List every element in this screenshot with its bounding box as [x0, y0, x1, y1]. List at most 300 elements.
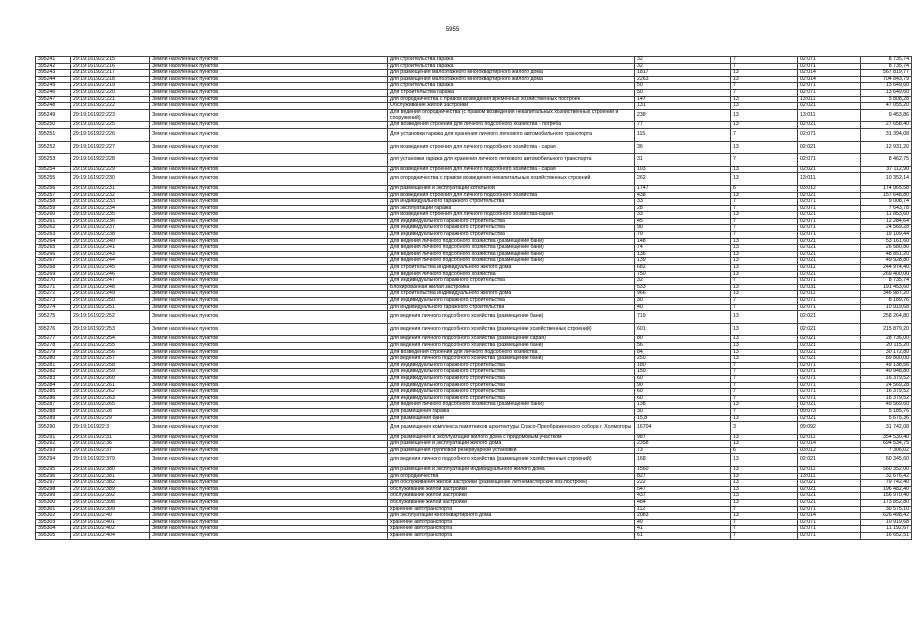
permitted-use: Для размещения комплекса памятников архитектуры Спасо-Преображенского собора г. Холмогоры: [388, 422, 635, 435]
land-category: Земли населённых пунктов: [150, 493, 388, 500]
group-code: 13: [731, 76, 798, 83]
table-row: [36, 447, 912, 454]
group-code: 7: [731, 232, 798, 239]
group-code: 13: [731, 356, 798, 363]
cadastral-value: 626 498,42: [861, 513, 912, 520]
land-category: Земли населённых пунктов: [150, 473, 388, 480]
cadastral-value: 24 569,28: [861, 382, 912, 389]
row-id: 395269: [36, 271, 71, 278]
area-value: 138: [635, 402, 731, 409]
cadastral-value: 31 742,08: [861, 422, 912, 435]
land-category: Земли населённых пунктов: [150, 298, 388, 305]
cadastral-value: 60 345,60: [861, 454, 912, 467]
permitted-use: для размещения и эксплуатации жилого дома: [388, 441, 635, 448]
cadastral-value: 7 643,78: [861, 205, 912, 212]
cadastral-number: 29:19:161922:381: [71, 473, 150, 480]
permitted-use: для обслуживания жилой застройки (размещение летнемастерских хоз.построек): [388, 480, 635, 487]
permitted-use: Для индивидуального гаражного строительства: [388, 278, 635, 285]
group-code: 7: [731, 369, 798, 376]
cadastral-number: 29:19:161922:238: [71, 232, 150, 239]
group-code: 7: [731, 205, 798, 212]
permitted-use: для ведения личного подсобного хозяйства (размещение бани): [388, 311, 635, 324]
use-code: 02:071: [798, 57, 861, 64]
use-code: 02:031: [798, 284, 861, 291]
area-value: 40: [635, 304, 731, 311]
use-code: 02:021: [798, 454, 861, 467]
area-value: 131: [635, 103, 731, 110]
land-category: Земли населённых пунктов: [150, 506, 388, 513]
permitted-use: Для строительства гаража: [388, 89, 635, 96]
land-category: Земли населённых пунктов: [150, 533, 388, 540]
row-id: 395274: [36, 304, 71, 311]
land-category: Земли населённых пунктов: [150, 212, 388, 219]
land-category: Земли населённых пунктов: [150, 441, 388, 448]
group-code: 13: [731, 513, 798, 520]
land-category: Земли населённых пунктов: [150, 265, 388, 272]
row-id: 395302: [36, 513, 71, 520]
land-category: Земли населённых пунктов: [150, 278, 388, 285]
cadastral-number: 29:19:161922:218: [71, 76, 150, 83]
area-value: 438: [635, 192, 731, 199]
cadastral-number: 29:19:161922:225: [71, 122, 150, 129]
area-value: 966: [635, 291, 731, 298]
area-value: 2263: [635, 76, 731, 83]
group-code: 13: [731, 342, 798, 349]
table-row: [36, 128, 912, 141]
cadastral-number: 29:19:161922:379: [71, 454, 150, 467]
permitted-use: для размещения групповой резервуарной установки: [388, 447, 635, 454]
use-code: 02:021: [798, 415, 861, 422]
row-id: 395263: [36, 232, 71, 239]
row-id: 395284: [36, 382, 71, 389]
cadastral-number: 29:19:161922:256: [71, 349, 150, 356]
table-row: [36, 122, 912, 129]
row-id: 395294: [36, 454, 71, 467]
table-row: [36, 415, 912, 422]
cadastral-number: 29:19:161922:254: [71, 336, 150, 343]
group-code: 13: [731, 486, 798, 493]
row-id: 395254: [36, 166, 71, 173]
permitted-use: хранение автотранспорта: [388, 519, 635, 526]
cadastral-value: 8 735,74: [861, 278, 912, 285]
group-code: 13: [731, 141, 798, 154]
cadastral-number: 29:19:161922:258: [71, 362, 150, 369]
land-category: Земли населённых пунктов: [150, 238, 388, 245]
cadastral-number: 29:19:161922:235: [71, 212, 150, 219]
row-id: 395257: [36, 192, 71, 199]
cadastral-number: 29:19:161922:401: [71, 519, 150, 526]
cadastral-number: 29:19:161922:216: [71, 63, 150, 70]
cadastral-value: 174 965,58: [861, 185, 912, 192]
row-id: 395305: [36, 533, 71, 540]
use-code: 02:071: [798, 395, 861, 402]
area-value: 150: [635, 369, 731, 376]
permitted-use: для размещения и эксплуатации котельной: [388, 185, 635, 192]
group-code: 7: [731, 278, 798, 285]
area-value: 484: [635, 500, 731, 507]
group-code: 7: [731, 526, 798, 533]
area-value: 70: [635, 232, 731, 239]
cadastral-number: 29:19:161922:217: [71, 70, 150, 77]
row-id: 395249: [36, 109, 71, 122]
page-number: 5955: [445, 27, 460, 33]
area-value: 84: [635, 349, 731, 356]
permitted-use: для установки гаража для хранения личного легкового автомобильного транспорта: [388, 154, 635, 167]
land-category: Земли населённых пунктов: [150, 185, 388, 192]
cadastral-value: 173 852,80: [861, 500, 912, 507]
use-code: 02:021: [798, 166, 861, 173]
land-category: Земли населённых пунктов: [150, 415, 388, 422]
permitted-use: для возведения строения для личного подсобного хозяйства - сарая: [388, 166, 635, 173]
cadastral-number: 29:19:161922:252: [71, 311, 150, 324]
permitted-use: для ведения личного подсобного хозяйства (размещение хозяйственных строений): [388, 323, 635, 336]
land-category: Земли населённых пунктов: [150, 362, 388, 369]
row-id: 395298: [36, 486, 71, 493]
cadastral-number: 29:19:161922:221: [71, 96, 150, 103]
permitted-use: для размещения малоэтажного многоквартирного жилого дома: [388, 70, 635, 77]
use-code: 02:071: [798, 218, 861, 225]
cadastral-number: 29:19:161922:244: [71, 258, 150, 265]
table-row: [36, 185, 912, 192]
group-code: 13: [731, 245, 798, 252]
area-value: 74: [635, 245, 731, 252]
group-code: 13: [731, 192, 798, 199]
group-code: 3: [731, 422, 798, 435]
row-id: 395259: [36, 205, 71, 212]
cadastral-value: 704 843,79: [861, 76, 912, 83]
cadastral-number: 29:19:161922:399: [71, 506, 150, 513]
cadastral-value: 16 379,52: [861, 395, 912, 402]
permitted-use: Для индивидуального гаражного строительства: [388, 375, 635, 382]
area-value: 682: [635, 265, 731, 272]
area-value: 136: [635, 251, 731, 258]
permitted-use: для строительства гаража: [388, 83, 635, 90]
use-code: 02:071: [798, 232, 861, 239]
use-code: 02:021: [798, 356, 861, 363]
area-value: 36: [635, 141, 731, 154]
group-code: 13: [731, 271, 798, 278]
land-category: Земли населённых пунктов: [150, 103, 388, 110]
table-row: [36, 422, 912, 435]
cadastral-value: 269 400,00: [861, 271, 912, 278]
table-row: [36, 408, 912, 415]
use-code: 13:011: [798, 473, 861, 480]
cadastral-number: 29:19:161922:223: [71, 109, 150, 122]
cadastral-value: 53 161,60: [861, 238, 912, 245]
area-value: 45: [635, 218, 731, 225]
group-code: 7: [731, 63, 798, 70]
land-category: Земли населённых пунктов: [150, 369, 388, 376]
land-category: Земли населённых пунктов: [150, 89, 388, 96]
cadastral-number: 29:19:161922:249: [71, 291, 150, 298]
cadastral-number: 29:19:161922:382: [71, 480, 150, 487]
land-category: Земли населённых пунктов: [150, 304, 388, 311]
area-value: 41: [635, 526, 731, 533]
permitted-use: для строительства гаража: [388, 63, 635, 70]
land-category: Земли населённых пунктов: [150, 349, 388, 356]
permitted-use: Для ведения личного подсобного хозяйства (размещение бани): [388, 245, 635, 252]
row-id: 395260: [36, 212, 71, 219]
cadastral-number: 29:19:161922:229: [71, 166, 150, 173]
row-id: 395242: [36, 63, 71, 70]
land-category: Земли населённых пунктов: [150, 526, 388, 533]
area-value: 750: [635, 271, 731, 278]
cadastral-value: 8 189,76: [861, 298, 912, 305]
area-value: 80: [635, 336, 731, 343]
group-code: 7: [731, 199, 798, 206]
cadastral-value: 16 379,52: [861, 375, 912, 382]
table-row: [36, 454, 912, 467]
group-code: 13: [731, 265, 798, 272]
row-id: 395299: [36, 493, 71, 500]
cadastral-value: 8 735,74: [861, 63, 912, 70]
use-code: 02:071: [798, 199, 861, 206]
use-code: 02:071: [798, 382, 861, 389]
row-id: 395248: [36, 103, 71, 110]
permitted-use: Обслуживание жилой застройки: [388, 103, 635, 110]
group-code: 7: [731, 395, 798, 402]
cadastral-value: 32 676,42: [861, 473, 912, 480]
cadastral-number: 29:19:161922:261: [71, 382, 150, 389]
group-code: 7: [731, 89, 798, 96]
cadastral-number: 29:19:161922:228: [71, 154, 150, 167]
cadastral-number: 29:19:161922:380: [71, 467, 150, 474]
cadastral-number: 29:19:161922:241: [71, 245, 150, 252]
cadastral-number: 29:19:161922:240: [71, 238, 150, 245]
use-code: 13:011: [798, 109, 861, 122]
area-value: 2083: [635, 513, 731, 520]
cadastral-value: 24 569,28: [861, 225, 912, 232]
permitted-use: Для строительства индивидуального жилого дома: [388, 291, 635, 298]
cadastral-number: 29:19:161922:232: [71, 192, 150, 199]
use-code: 02:011: [798, 291, 861, 298]
row-id: 395252: [36, 141, 71, 154]
land-category: Земли населённых пунктов: [150, 336, 388, 343]
permitted-use: для возведения строения для личного подсобного хозяйства: [388, 192, 635, 199]
land-category: Земли населённых пунктов: [150, 225, 388, 232]
permitted-use: Для ведения личного подсобного хозяйства (размещение бани): [388, 402, 635, 409]
land-category: Земли населённых пунктов: [150, 375, 388, 382]
area-value: 50: [635, 89, 731, 96]
permitted-use: Для ведения личного подсобного хозяйства (размещение бани): [388, 251, 635, 258]
use-code: 02:021: [798, 336, 861, 343]
group-code: 13: [731, 402, 798, 409]
area-value: 147: [635, 96, 731, 103]
row-id: 395290: [36, 422, 71, 435]
area-value: 32: [635, 278, 731, 285]
use-code: 02:011: [798, 467, 861, 474]
use-code: 02:021: [798, 271, 861, 278]
use-code: 02:021: [798, 192, 861, 199]
group-code: 7: [731, 506, 798, 513]
row-id: 395286: [36, 395, 71, 402]
row-id: 395291: [36, 434, 71, 441]
cadastral-value: 8 735,74: [861, 57, 912, 64]
row-id: 395241: [36, 57, 71, 64]
cadastral-number: 29:19:161922:392: [71, 493, 150, 500]
use-code: 02:071: [798, 63, 861, 70]
permitted-use: Для индивидуального гаражного строительства: [388, 389, 635, 396]
row-id: 395297: [36, 480, 71, 487]
row-id: 395285: [36, 389, 71, 396]
row-id: 395261: [36, 218, 71, 225]
permitted-use: Для индивидуального гаражного строительства: [388, 298, 635, 305]
land-category: Земли населённых пунктов: [150, 258, 388, 265]
area-value: 139: [635, 258, 731, 265]
cadastral-number: 29:19:161922:263: [71, 395, 150, 402]
land-category: Земли населённых пунктов: [150, 192, 388, 199]
row-id: 395287: [36, 402, 71, 409]
row-id: 395272: [36, 291, 71, 298]
permitted-use: Для возведения строения для личного подсобного хозяйства - погреба: [388, 122, 635, 129]
use-code: 02:021: [798, 238, 861, 245]
cadastral-number: 29:19:161922:29: [71, 415, 150, 422]
group-code: 13: [731, 441, 798, 448]
group-code: 13: [731, 349, 798, 356]
permitted-use: обслуживание жилой застройки: [388, 493, 635, 500]
use-code: 02:021: [798, 311, 861, 324]
row-id: 395280: [36, 356, 71, 363]
row-id: 395264: [36, 238, 71, 245]
cadastral-value: 49 138,56: [861, 362, 912, 369]
group-code: 13: [731, 311, 798, 324]
land-category: Земли населённых пунктов: [150, 70, 388, 77]
row-id: 395258: [36, 199, 71, 206]
group-code: 7: [731, 362, 798, 369]
row-id: 395277: [36, 336, 71, 343]
area-value: 16704: [635, 422, 731, 435]
land-category: Земли населённых пунктов: [150, 447, 388, 454]
group-code: 13: [731, 212, 798, 219]
cadastral-value: 13 649,60: [861, 83, 912, 90]
area-value: 40: [635, 519, 731, 526]
group-code: 7: [731, 304, 798, 311]
area-value: 60: [635, 375, 731, 382]
land-category: Земли населённых пунктов: [150, 128, 388, 141]
row-id: 395283: [36, 375, 71, 382]
row-id: 395267: [36, 258, 71, 265]
group-code: 13: [731, 467, 798, 474]
land-category: Земли населённых пунктов: [150, 154, 388, 167]
use-code: 02:014: [798, 513, 861, 520]
area-value: 112: [635, 506, 731, 513]
row-id: 395293: [36, 447, 71, 454]
permitted-use: для огородничества с правом возведения некапитальных хозяйственных строений: [388, 173, 635, 186]
row-id: 395281: [36, 362, 71, 369]
permitted-use: Для возведения строения для личного подсобного хозяйства: [388, 349, 635, 356]
group-code: 7: [731, 128, 798, 141]
permitted-use: Для ведения огородничества (с правом возведения некапитальных хозяйственных строений и сооружений): [388, 109, 635, 122]
permitted-use: для возведения строения для личного подсобного хозяйства-сарая: [388, 212, 635, 219]
row-id: 395275: [36, 311, 71, 324]
permitted-use: Для индивидуального гаражного строительства: [388, 362, 635, 369]
land-category: Земли населённых пунктов: [150, 291, 388, 298]
cadastral-number: 29:19:161922:220: [71, 89, 150, 96]
land-category: Земли населённых пунктов: [150, 500, 388, 507]
group-code: 13: [731, 109, 798, 122]
row-id: 395270: [36, 278, 71, 285]
permitted-use: для эксплуатации гаража: [388, 205, 635, 212]
permitted-use: Для размещения гаража: [388, 408, 635, 415]
use-code: 02:071: [798, 362, 861, 369]
permitted-use: для ведения личного подсобного хозяйства (размещение сарая): [388, 336, 635, 343]
row-id: 395255: [36, 173, 71, 186]
use-code: 02:021: [798, 245, 861, 252]
cadastral-value: 9 008,74: [861, 199, 912, 206]
area-value: 262: [635, 173, 731, 186]
table-row: [36, 141, 912, 154]
use-code: 02:021: [798, 103, 861, 110]
cadastral-value: 30 172,80: [861, 349, 912, 356]
land-category: Земли населённых пунктов: [150, 76, 388, 83]
cadastral-value: 8 462,75: [861, 154, 912, 167]
use-code: 02:071: [798, 389, 861, 396]
cadastral-value: 196 482,40: [861, 486, 912, 493]
use-code: 09:092: [798, 422, 861, 435]
cadastral-number: 29:19:161922:31: [71, 434, 150, 441]
use-code: 09:073: [798, 408, 861, 415]
permitted-use: Для ведения личного подсобного хозяйства (размещение бани): [388, 258, 635, 265]
row-id: 395295: [36, 467, 71, 474]
use-code: 02:071: [798, 205, 861, 212]
area-value: 33: [635, 212, 731, 219]
land-category: Земли населённых пунктов: [150, 218, 388, 225]
cadastral-value: 12 931,20: [861, 141, 912, 154]
cadastral-value: 30 575,10: [861, 506, 912, 513]
group-code: 13: [731, 434, 798, 441]
area-value: 180: [635, 362, 731, 369]
area-value: 250: [635, 356, 731, 363]
area-value: 32: [635, 63, 731, 70]
area-value: 1747: [635, 185, 731, 192]
row-id: 395282: [36, 369, 71, 376]
cadastral-value: 7 306,02: [861, 447, 912, 454]
use-code: 02:014: [798, 76, 861, 83]
cadastral-number: 29:19:161922:37: [71, 447, 150, 454]
land-category: Земли населённых пунктов: [150, 96, 388, 103]
row-id: 395288: [36, 408, 71, 415]
use-code: 03:012: [798, 447, 861, 454]
area-value: 77: [635, 122, 731, 129]
cadastral-number: 29:19:161922:227: [71, 141, 150, 154]
group-code: 13: [731, 480, 798, 487]
land-category: Земли населённых пунктов: [150, 232, 388, 239]
use-code: 03:012: [798, 185, 861, 192]
group-code: 13: [731, 454, 798, 467]
land-category: Земли населённых пунктов: [150, 311, 388, 324]
cadastral-value: 156 970,40: [861, 493, 912, 500]
area-value: 601: [635, 323, 731, 336]
permitted-use: для огородничества с правом возведения временных хозяйственных построек: [388, 96, 635, 103]
row-id: 395271: [36, 284, 71, 291]
land-category: Земли населённых пунктов: [150, 408, 388, 415]
group-code: 7: [731, 408, 798, 415]
cadastral-number: 29:19:161922:260: [71, 375, 150, 382]
permitted-use: для размещения малоэтажного многоквартирного жилого дома: [388, 76, 635, 83]
permitted-use: хранение автотранспорта: [388, 526, 635, 533]
row-id: 395266: [36, 251, 71, 258]
area-value: 60: [635, 389, 731, 396]
cadastral-number: 29:19:161922:389: [71, 486, 150, 493]
cadastral-value: 20 115,20: [861, 342, 912, 349]
row-id: 395268: [36, 265, 71, 272]
cadastral-value: 157 648,80: [861, 192, 912, 199]
row-id: 395243: [36, 70, 71, 77]
cadastral-value: 10 352,14: [861, 173, 912, 186]
row-id: 395244: [36, 76, 71, 83]
table-row: [36, 311, 912, 324]
cadastral-value: 10 919,68: [861, 304, 912, 311]
